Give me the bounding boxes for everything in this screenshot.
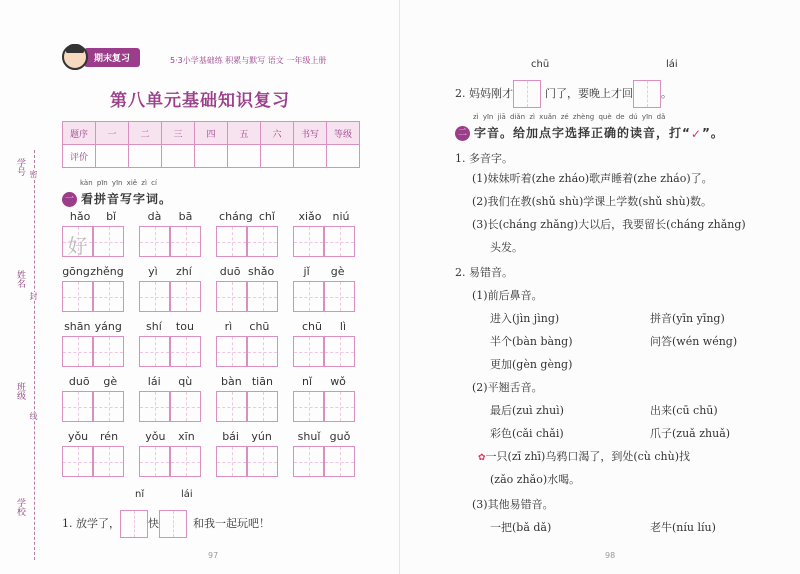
q2-1-item: 进入(jìn jìng) (490, 312, 560, 325)
table-cell[interactable] (129, 145, 162, 168)
writing-cells (139, 391, 201, 422)
pinyin-syllable: gōng (62, 265, 90, 278)
writing-cells (216, 226, 278, 257)
writing-cell[interactable] (139, 391, 170, 422)
word-pinyin (293, 320, 355, 334)
word-item (62, 430, 124, 477)
q2-2-item: 出来(cū chū) (650, 404, 718, 417)
q2-2-item: 最后(zuì zhuì) (490, 404, 564, 417)
word-item (139, 430, 201, 477)
writing-cells (62, 226, 124, 257)
writing-cell[interactable] (324, 226, 355, 257)
writing-cells (216, 391, 278, 422)
sentence-2 (455, 80, 672, 108)
writing-cell[interactable] (62, 446, 93, 477)
writing-cell[interactable] (62, 391, 93, 422)
pinyin-syllable: lì (339, 320, 347, 333)
badge-label: 期末复习 (84, 48, 140, 67)
q2-1-heading: (1)前后鼻音。 (472, 289, 543, 302)
section-2-title-a: 字音。给加点字选择正确的读音，打“ (474, 126, 691, 140)
q2-2-item: 彩色(cǎi chǎi) (490, 427, 564, 440)
word-item (293, 320, 355, 367)
writing-cell[interactable] (139, 336, 170, 367)
q2-1-item: 问答(wén wéng) (650, 335, 738, 348)
table-cell: 书写 (294, 122, 327, 145)
writing-cell[interactable] (216, 446, 247, 477)
section-2-heading (455, 113, 724, 141)
writing-cell[interactable] (324, 446, 355, 477)
table-cell[interactable] (294, 145, 327, 168)
writing-cells (293, 446, 355, 477)
pinyin-syllable: niú (332, 210, 350, 223)
word-item (139, 375, 201, 422)
pinyin-syllable: gè (103, 375, 118, 388)
writing-cell[interactable] (216, 336, 247, 367)
writing-cell[interactable] (293, 446, 324, 477)
writing-cell[interactable] (139, 446, 170, 477)
word-pinyin (216, 265, 278, 279)
section-2-title-b: ”。 (701, 126, 724, 140)
writing-cell[interactable] (247, 281, 278, 312)
binding-label-school: 学校 (15, 498, 25, 516)
table-cell: 一 (96, 122, 129, 145)
answer-cell[interactable] (120, 510, 148, 538)
table-cell: 三 (162, 122, 195, 145)
writing-cell[interactable] (93, 391, 124, 422)
table-cell: 五 (228, 122, 261, 145)
pinyin-syllable: bǐ (106, 210, 117, 223)
sentence-2-pinyin-1: chū (531, 59, 550, 70)
writing-cell[interactable] (324, 336, 355, 367)
word-pinyin (139, 210, 201, 224)
writing-cell[interactable] (62, 281, 93, 312)
q2-1-item: 更加(gèn gèng) (490, 358, 573, 371)
binding-label-name: 姓名 (15, 270, 25, 288)
answer-cell[interactable] (159, 510, 187, 538)
section-1-pinyin: kàn pīn yīn xiě zì cí (80, 179, 157, 187)
pinyin-syllable: jǐ (303, 265, 310, 278)
word-pinyin (62, 265, 124, 279)
pinyin-syllable: chū (249, 320, 270, 333)
table-row (63, 122, 360, 145)
writing-cells (62, 281, 124, 312)
word-item (293, 265, 355, 312)
page-number: 97 (208, 551, 219, 560)
word-pinyin (293, 265, 355, 279)
writing-cell[interactable] (293, 226, 324, 257)
q1-item: (3)长(cháng zhǎng)大以后，我要留长(cháng zhǎng) (472, 218, 746, 231)
section-2-pinyin: zì yīn jiā diǎn zì xuǎn zé zhèng què de dú yīn dǎ (473, 113, 666, 121)
pinyin-syllable: tou (175, 320, 194, 333)
pinyin-syllable: shí (146, 320, 162, 333)
word-item (216, 210, 278, 257)
pinyin-syllable: wǒ (330, 375, 346, 388)
writing-cell[interactable] (139, 226, 170, 257)
sentence-1-mid: 快 (148, 517, 159, 530)
word-pinyin (139, 430, 201, 444)
writing-cell[interactable] (247, 336, 278, 367)
pinyin-syllable: bā (178, 210, 193, 223)
word-pinyin (293, 375, 355, 389)
pinyin-syllable: duō (219, 265, 241, 278)
pinyin-syllable: tiān (251, 375, 273, 388)
table-cell[interactable] (162, 145, 195, 168)
q1-item: (2)我们在教(shǔ shù)学课上学数(shǔ shù)数。 (472, 195, 712, 208)
binding-label-class: 班级 (15, 382, 25, 400)
writing-cells (293, 336, 355, 367)
pinyin-syllable: dà (147, 210, 162, 223)
word-item (216, 375, 278, 422)
pinyin-syllable: rì (224, 320, 233, 333)
writing-cell[interactable] (216, 226, 247, 257)
word-pinyin (139, 375, 201, 389)
pinyin-syllable: yǒu (145, 430, 166, 443)
writing-cells (293, 281, 355, 312)
answer-cell[interactable] (513, 80, 541, 108)
table-cell: 二 (129, 122, 162, 145)
table-cell: 题序 (63, 122, 96, 145)
table-cell[interactable] (327, 145, 360, 168)
word-pinyin (62, 430, 124, 444)
table-cell: 评价 (63, 145, 96, 168)
q2-2-long (478, 448, 690, 464)
word-item (62, 320, 124, 367)
binding-mark-close: 封 (29, 292, 38, 300)
word-item (293, 375, 355, 422)
writing-cells (216, 281, 278, 312)
writing-cell[interactable] (170, 446, 201, 477)
pinyin-syllable: qù (178, 375, 193, 388)
table-cell: 等级 (327, 122, 360, 145)
binding-mark-seal: 密 (29, 170, 38, 178)
pinyin-syllable: xiǎo (298, 210, 322, 223)
writing-cells (62, 391, 124, 422)
right-page (400, 0, 800, 574)
table-row (63, 145, 360, 168)
writing-cells (62, 446, 124, 477)
sentence-2-suffix: 。 (661, 87, 672, 100)
writing-cell[interactable] (170, 391, 201, 422)
sentence-1 (62, 510, 270, 538)
writing-cell[interactable] (216, 281, 247, 312)
word-item (62, 265, 124, 312)
q2-3-item: 老牛(níu líu) (650, 521, 716, 534)
pinyin-syllable: chǐ (258, 210, 275, 223)
writing-cell[interactable] (62, 336, 93, 367)
word-item (216, 265, 278, 312)
mascot-icon (62, 44, 88, 70)
pinyin-syllable: cháng (219, 210, 253, 223)
word-item (293, 430, 355, 477)
binding-strip (10, 150, 40, 560)
word-item (139, 210, 201, 257)
writing-cell[interactable] (139, 281, 170, 312)
sentence-1-prefix: 1. 放学了， (62, 517, 120, 530)
word-item (293, 210, 355, 257)
word-item (62, 375, 124, 422)
cut-line (34, 150, 35, 560)
word-pinyin (62, 210, 124, 224)
table-cell[interactable] (261, 145, 294, 168)
pinyin-syllable: rén (100, 430, 119, 443)
review-badge (62, 44, 140, 70)
writing-cell[interactable] (170, 336, 201, 367)
word-item (216, 320, 278, 367)
binding-label-id: 学号 (15, 158, 25, 176)
pinyin-syllable: bàn (221, 375, 242, 388)
check-icon: ✓ (690, 127, 702, 141)
word-item (216, 430, 278, 477)
writing-cells (293, 226, 355, 257)
word-pinyin (293, 430, 355, 444)
table-cell: 六 (261, 122, 294, 145)
q2-2-item: 爪子(zuǎ zhuǎ) (650, 427, 731, 440)
word-pinyin (62, 320, 124, 334)
pinyin-syllable: gè (330, 265, 345, 278)
writing-cell[interactable] (324, 281, 355, 312)
pinyin-syllable: zhí (176, 265, 192, 278)
word-pinyin (216, 375, 278, 389)
binding-mark-line: 线 (29, 412, 38, 420)
q2-2-long-text: 一只(zī zhī)乌鸦口渴了，到处(cù chù)找 (485, 450, 690, 463)
writing-cells (216, 446, 278, 477)
writing-cell[interactable] (93, 336, 124, 367)
q2-3-item: 一把(bǎ dǎ) (490, 521, 552, 534)
evaluation-table (62, 121, 360, 168)
writing-cell[interactable] (247, 446, 278, 477)
pinyin-syllable: nǐ (302, 375, 313, 388)
page-title: 第八单元基础知识复习 (110, 91, 290, 111)
writing-cell[interactable] (293, 391, 324, 422)
page-number: 98 (605, 551, 616, 560)
q2-2-long-2: (zǎo zhǎo)水喝。 (490, 473, 581, 486)
q2-2-heading: (2)平翘舌音。 (472, 381, 543, 394)
writing-cells (293, 391, 355, 422)
pinyin-syllable: shuǐ (297, 430, 321, 443)
pinyin-syllable: duō (68, 375, 90, 388)
writing-cells (139, 281, 201, 312)
sentence-2-mid: 门了，要晚上才回 (545, 87, 633, 100)
q2-3-heading: (3)其他易错音。 (472, 498, 554, 511)
star-icon: ✿ (478, 453, 486, 463)
q2-1-item: 拼音(yīn yīng) (650, 312, 725, 325)
q1-heading: 1. 多音字。 (455, 152, 513, 165)
sentence-1-pinyin-2: lái (181, 489, 193, 500)
writing-cell[interactable] (170, 281, 201, 312)
pinyin-syllable: yì (148, 265, 158, 278)
pinyin-syllable: yáng (94, 320, 122, 333)
writing-cells (139, 336, 201, 367)
writing-cell[interactable] (247, 226, 278, 257)
pinyin-syllable: xīn (178, 430, 195, 443)
writing-cell[interactable] (293, 281, 324, 312)
word-item (62, 210, 124, 257)
writing-cell[interactable] (93, 446, 124, 477)
table-cell[interactable] (96, 145, 129, 168)
pinyin-syllable: shān (64, 320, 91, 333)
pinyin-syllable: guǒ (329, 430, 351, 443)
q1-item: (1)妹妹听着(zhe zháo)歌声睡着(zhe zháo)了。 (472, 172, 713, 185)
writing-cell[interactable] (247, 391, 278, 422)
writing-cells (216, 336, 278, 367)
pinyin-syllable: yún (251, 430, 272, 443)
writing-cell[interactable] (324, 391, 355, 422)
writing-cell[interactable] (62, 226, 93, 257)
writing-cell[interactable] (93, 281, 124, 312)
word-pinyin (216, 210, 278, 224)
word-item (139, 265, 201, 312)
word-pinyin (216, 430, 278, 444)
section-2-number: 二 (455, 126, 470, 141)
table-cell[interactable] (195, 145, 228, 168)
pinyin-syllable: hǎo (69, 210, 91, 223)
table-cell: 四 (195, 122, 228, 145)
sentence-2-pinyin-2: lái (666, 59, 678, 70)
pinyin-syllable: shǎo (248, 265, 275, 278)
pinyin-syllable: bái (222, 430, 239, 443)
word-item (139, 320, 201, 367)
sentence-1-pinyin-1: nǐ (135, 489, 145, 500)
writing-cell[interactable] (216, 391, 247, 422)
word-pinyin (139, 320, 201, 334)
pinyin-syllable: zhěng (90, 265, 124, 278)
word-pinyin (139, 265, 201, 279)
answer-cell[interactable] (633, 80, 661, 108)
pinyin-syllable: chū (301, 320, 322, 333)
series-header: 5·3小学基础练 积累与默写 语文 一年级上册 (170, 56, 327, 65)
section-1-number: 一 (62, 192, 77, 207)
section-1-title: 看拼音写字词。 (81, 192, 173, 206)
sentence-1-suffix: 和我一起玩吧！ (193, 517, 270, 530)
q2-1-item: 半个(bàn bàng) (490, 335, 573, 348)
sentence-2-prefix: 2. 妈妈刚才 (455, 87, 513, 100)
writing-cells (139, 446, 201, 477)
pinyin-syllable: lái (147, 375, 161, 388)
word-pinyin (293, 210, 355, 224)
writing-cell[interactable] (293, 336, 324, 367)
word-pinyin (216, 320, 278, 334)
section-1-heading (62, 179, 173, 207)
word-pinyin (62, 375, 124, 389)
q1-item: 头发。 (490, 241, 523, 254)
pinyin-syllable: yǒu (67, 430, 89, 443)
writing-cell[interactable] (93, 226, 124, 257)
writing-cell[interactable] (170, 226, 201, 257)
q2-heading: 2. 易错音。 (455, 266, 513, 279)
writing-cells (62, 336, 124, 367)
example-character: 好 (67, 234, 88, 258)
table-cell[interactable] (228, 145, 261, 168)
writing-cells (139, 226, 201, 257)
